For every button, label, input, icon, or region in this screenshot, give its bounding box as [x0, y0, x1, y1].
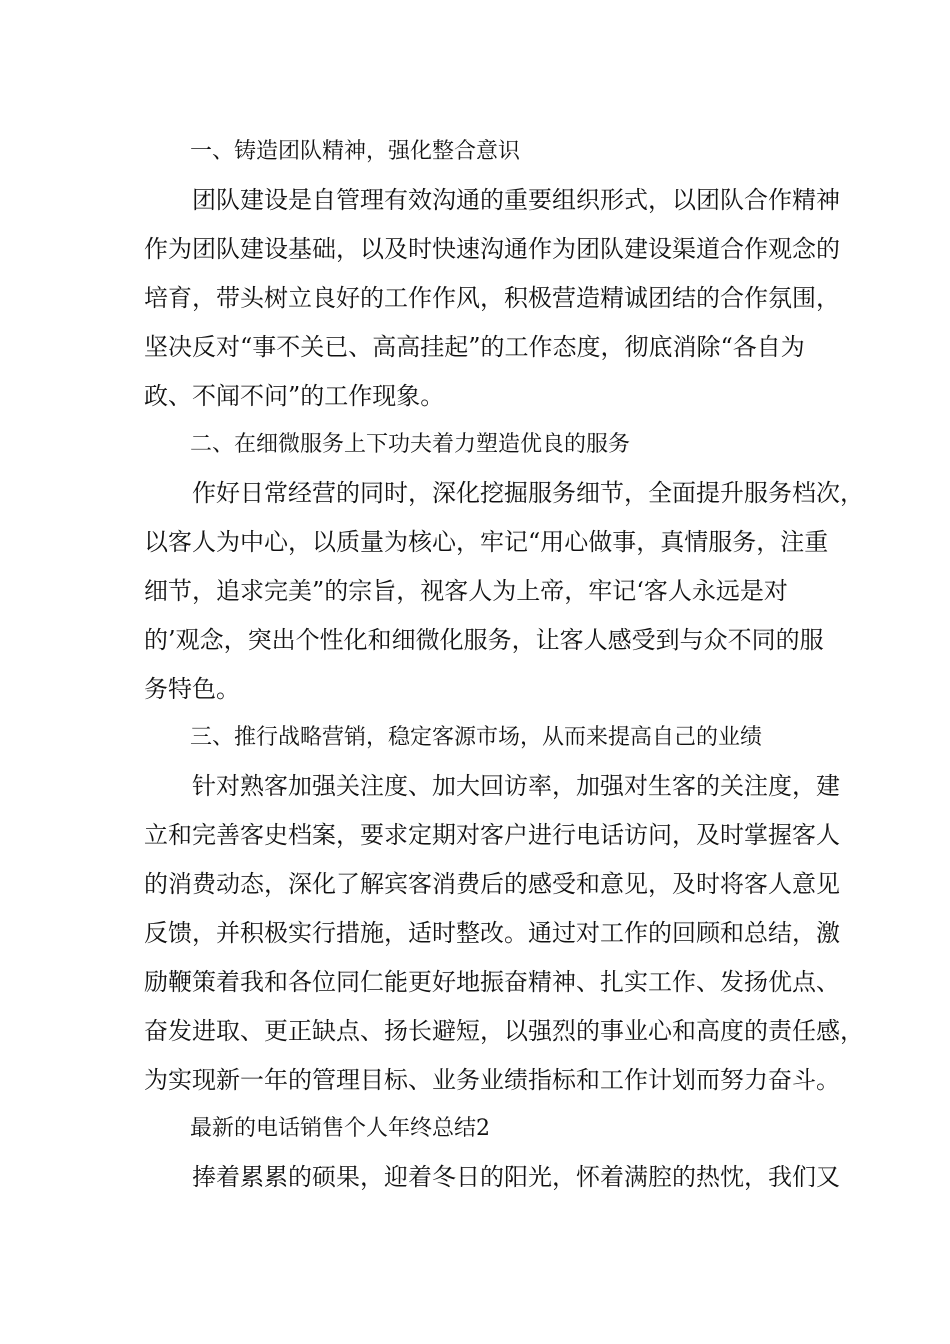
section-heading-4: 最新的电话销售个人年终总结2 — [190, 1116, 490, 1141]
section-paragraph-4 — [144, 1153, 840, 1202]
section-heading-1: 一、铸造团队精神，强化整合意识 — [190, 139, 521, 164]
paragraph-line: 务特色。 — [144, 675, 240, 703]
paragraph-line: 团队建设是自管理有效沟通的重要组织形式，以团队合作精神 — [192, 186, 840, 214]
section-paragraph-2 — [144, 469, 864, 714]
section-paragraph-1 — [144, 176, 840, 421]
paragraph-line: 针对熟客加强关注度、加大回访率，加强对生客的关注度，建 — [192, 772, 840, 800]
paragraph-line: 培育，带头树立良好的工作作风，积极营造精诚团结的合作氛围， — [144, 284, 840, 312]
paragraph-line: 励鞭策着我和各位同仁能更好地振奋精神、扎实工作、发扬优点、 — [144, 968, 840, 996]
paragraph-line: 捧着累累的硕果，迎着冬日的阳光，怀着满腔的热忱，我们又 — [192, 1163, 840, 1191]
paragraph-line: 的消费动态，深化了解宾客消费后的感受和意见，及时将客人意见 — [144, 870, 840, 898]
section-heading-2: 二、在细微服务上下功夫着力塑造优良的服务 — [190, 432, 631, 457]
document-body — [144, 128, 864, 1202]
section-paragraph-3 — [144, 762, 864, 1105]
paragraph-line: 为实现新一年的管理目标、业务业绩指标和工作计划而努力奋斗。 — [144, 1066, 840, 1094]
paragraph-line: 立和完善客史档案，要求定期对客户进行电话访问，及时掌握客人 — [144, 821, 840, 849]
paragraph-line: 的’观念，突出个性化和细微化服务，让客人感受到与众不同的服 — [144, 626, 824, 654]
section-heading-3: 三、推行战略营销，稳定客源市场，从而来提高自己的业绩 — [190, 725, 763, 750]
paragraph-line: 反馈，并积极实行措施，适时整改。通过对工作的回顾和总结，激 — [144, 919, 840, 947]
paragraph-line: 政、不闻不问”的工作现象。 — [144, 382, 445, 410]
paragraph-line: 以客人为中心，以质量为核心，牢记“用心做事，真情服务，注重 — [144, 528, 829, 556]
paragraph-line: 作好日常经营的同时，深化挖掘服务细节，全面提升服务档次， — [192, 479, 864, 507]
paragraph-line: 奋发进取、更正缺点、扬长避短，以强烈的事业心和高度的责任感， — [144, 1017, 864, 1045]
paragraph-line: 作为团队建设基础，以及时快速沟通作为团队建设渠道合作观念的 — [144, 235, 840, 263]
paragraph-line: 细节，追求完美”的宗旨，视客人为上帝，牢记‘客人永远是对 — [144, 577, 788, 605]
paragraph-line: 坚决反对“事不关已、高高挂起”的工作态度，彻底消除“各自为 — [144, 333, 805, 361]
